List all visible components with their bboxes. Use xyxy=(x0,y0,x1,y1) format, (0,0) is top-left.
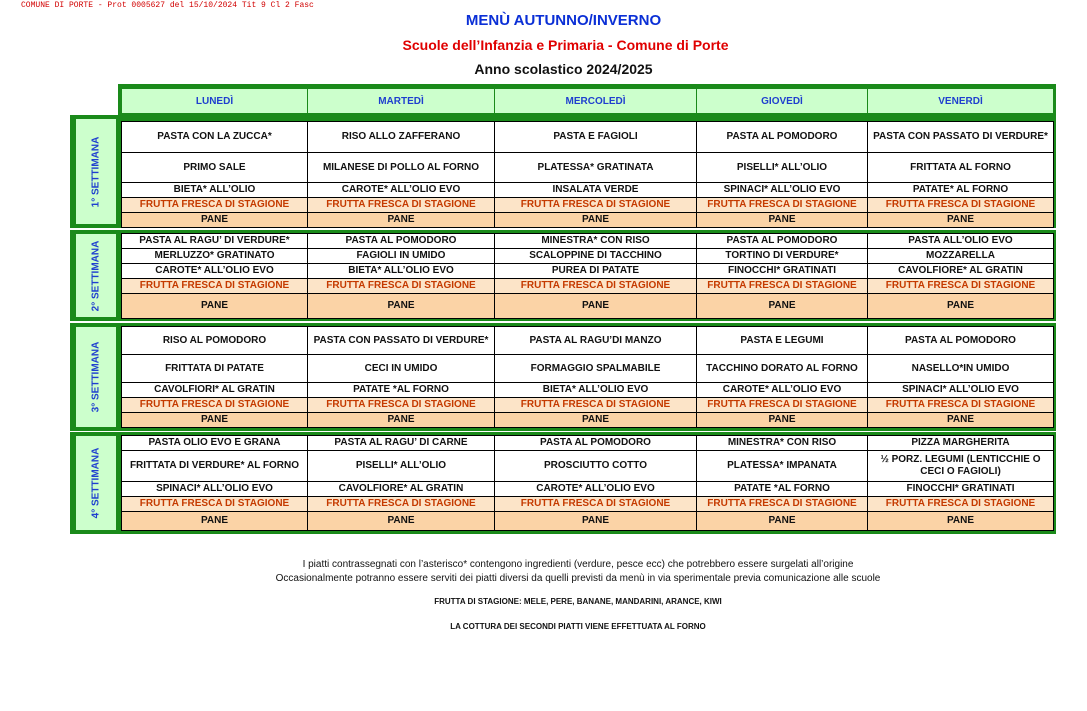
fruit-cell: FRUTTA FRESCA DI STAGIONE xyxy=(122,198,307,212)
dish-cell: PASTA AL POMODORO xyxy=(308,234,494,248)
dish-cell: PATATE *AL FORNO xyxy=(308,383,494,397)
dish-cell: PASTA AL RAGU’DI MANZO xyxy=(495,327,696,354)
bread-cell: PANE xyxy=(122,213,307,227)
fruit-cell: FRUTTA FRESCA DI STAGIONE xyxy=(495,497,696,511)
dish-cell: PROSCIUTTO COTTO xyxy=(495,451,696,481)
dish-cell: ½ PORZ. LEGUMI (LENTICCHIE O CECI O FAGIOLI) xyxy=(868,451,1053,481)
dish-cell: SPINACI* ALL’OLIO EVO xyxy=(122,482,307,496)
bread-cell: PANE xyxy=(122,413,307,427)
dish-cell: PUREA DI PATATE xyxy=(495,264,696,278)
dish-cell: PRIMO SALE xyxy=(122,153,307,182)
bread-cell: PANE xyxy=(308,413,494,427)
dish-cell: PASTA AL RAGU’ DI VERDURE* xyxy=(122,234,307,248)
protocol-stamp: COMUNE DI PORTE - Prot 0005627 del 15/10/2024 Tit 9 Cl 2 Fasc xyxy=(21,1,314,10)
dish-cell: PASTA AL POMODORO xyxy=(697,234,867,248)
fruit-cell: FRUTTA FRESCA DI STAGIONE xyxy=(308,198,494,212)
dish-cell: PASTA AL RAGU’ DI CARNE xyxy=(308,436,494,450)
fruit-cell: FRUTTA FRESCA DI STAGIONE xyxy=(122,279,307,293)
menu-subtitle: Scuole dell’Infanzia e Primaria - Comune di Porte xyxy=(402,37,729,53)
dish-cell: INSALATA VERDE xyxy=(495,183,696,197)
bread-cell: PANE xyxy=(308,294,494,318)
dish-cell: PASTA AL POMODORO xyxy=(868,327,1053,354)
bread-cell: PANE xyxy=(868,512,1053,530)
dish-cell: PASTA OLIO EVO E GRANA xyxy=(122,436,307,450)
dish-cell: PIZZA MARGHERITA xyxy=(868,436,1053,450)
dish-cell: PASTA E LEGUMI xyxy=(697,327,867,354)
bread-cell: PANE xyxy=(697,413,867,427)
dish-cell: SPINACI* ALL’OLIO EVO xyxy=(868,383,1053,397)
dish-cell: CAROTE* ALL’OLIO EVO xyxy=(495,482,696,496)
day-header-1: LUNEDÌ xyxy=(122,89,307,113)
fruit-cell: FRUTTA FRESCA DI STAGIONE xyxy=(697,279,867,293)
dish-cell: PASTA CON PASSATO DI VERDURE* xyxy=(308,327,494,354)
dish-cell: PATATE* AL FORNO xyxy=(868,183,1053,197)
dish-cell: PASTA CON LA ZUCCA* xyxy=(122,122,307,152)
bread-cell: PANE xyxy=(495,294,696,318)
bread-cell: PANE xyxy=(495,413,696,427)
days-header xyxy=(118,84,1056,116)
fruit-cell: FRUTTA FRESCA DI STAGIONE xyxy=(495,279,696,293)
dish-cell: TACCHINO DORATO AL FORNO xyxy=(697,355,867,382)
dish-cell: PASTA E FAGIOLI xyxy=(495,122,696,152)
bread-cell: PANE xyxy=(308,512,494,530)
day-header-5: VENERDÌ xyxy=(868,89,1053,113)
dish-cell: SPINACI* ALL’OLIO EVO xyxy=(697,183,867,197)
bread-cell: PANE xyxy=(122,294,307,318)
dish-cell: CAVOLFIORE* AL GRATIN xyxy=(308,482,494,496)
dish-cell: PISELLI* ALL’OLIO xyxy=(697,153,867,182)
dish-cell: BIETA* ALL’OLIO EVO xyxy=(495,383,696,397)
note-variations: Occasionalmente potranno essere serviti dei piatti diversi da quelli previsti da menù in via sperimentale previa comunicazione alle scuole xyxy=(275,573,881,584)
dish-cell: CECI IN UMIDO xyxy=(308,355,494,382)
bread-cell: PANE xyxy=(308,213,494,227)
dish-cell: FINOCCHI* GRATINATI xyxy=(697,264,867,278)
bread-cell: PANE xyxy=(868,413,1053,427)
dish-cell: FORMAGGIO SPALMABILE xyxy=(495,355,696,382)
day-header-3: MERCOLEDÌ xyxy=(495,89,696,113)
fruit-cell: FRUTTA FRESCA DI STAGIONE xyxy=(308,279,494,293)
bread-cell: PANE xyxy=(122,512,307,530)
week-label: 4° SETTIMANA xyxy=(90,447,102,519)
dish-cell: TORTINO DI VERDURE* xyxy=(697,249,867,263)
dish-cell: FAGIOLI IN UMIDO xyxy=(308,249,494,263)
week-label: 1° SETTIMANA xyxy=(90,136,102,207)
dish-cell: FRITTATA DI VERDURE* AL FORNO xyxy=(122,451,307,481)
note-asterisk: I piatti contrassegnati con l’asterisco* contengono ingredienti (verdure, pesce ecc) che potrebbero essere surgelati all’origine xyxy=(302,559,854,570)
dish-cell: PLATESSA* IMPANATA xyxy=(697,451,867,481)
dish-cell: PASTA CON PASSATO DI VERDURE* xyxy=(868,122,1053,152)
week-label-box xyxy=(76,234,116,317)
note-seasonal-fruit: FRUTTA DI STAGIONE: MELE, PERE, BANANE, MANDARINI, ARANCE, KIWI xyxy=(434,597,722,606)
bread-cell: PANE xyxy=(697,512,867,530)
fruit-cell: FRUTTA FRESCA DI STAGIONE xyxy=(495,398,696,412)
week-label-box xyxy=(76,119,116,224)
dish-cell: CAVOLFIORE* AL GRATIN xyxy=(868,264,1053,278)
note-cooking: LA COTTURA DEI SECONDI PIATTI VIENE EFFETTUATA AL FORNO xyxy=(450,622,706,631)
week-label-box xyxy=(76,327,116,427)
dish-cell: PASTA AL POMODORO xyxy=(495,436,696,450)
menu-title: MENÙ AUTUNNO/INVERNO xyxy=(465,12,662,29)
dish-cell: BIETA* ALL’OLIO EVO xyxy=(308,264,494,278)
dish-cell: CAROTE* ALL’OLIO EVO xyxy=(122,264,307,278)
fruit-cell: FRUTTA FRESCA DI STAGIONE xyxy=(697,398,867,412)
dish-cell: NASELLO*IN UMIDO xyxy=(868,355,1053,382)
fruit-cell: FRUTTA FRESCA DI STAGIONE xyxy=(868,398,1053,412)
day-header-2: MARTEDÌ xyxy=(308,89,494,113)
dish-cell: FRITTATA DI PATATE xyxy=(122,355,307,382)
bread-cell: PANE xyxy=(697,213,867,227)
dish-cell: SCALOPPINE DI TACCHINO xyxy=(495,249,696,263)
fruit-cell: FRUTTA FRESCA DI STAGIONE xyxy=(697,497,867,511)
dish-cell: MINESTRA* CON RISO xyxy=(495,234,696,248)
dish-cell: CAROTE* ALL’OLIO EVO xyxy=(697,383,867,397)
bread-cell: PANE xyxy=(868,294,1053,318)
week-label: 2° SETTIMANA xyxy=(90,240,102,311)
fruit-cell: FRUTTA FRESCA DI STAGIONE xyxy=(308,398,494,412)
fruit-cell: FRUTTA FRESCA DI STAGIONE xyxy=(868,497,1053,511)
dish-cell: PASTA AL POMODORO xyxy=(697,122,867,152)
fruit-cell: FRUTTA FRESCA DI STAGIONE xyxy=(122,398,307,412)
fruit-cell: FRUTTA FRESCA DI STAGIONE xyxy=(868,279,1053,293)
dish-cell: FRITTATA AL FORNO xyxy=(868,153,1053,182)
dish-cell: BIETA* ALL’OLIO xyxy=(122,183,307,197)
bread-cell: PANE xyxy=(495,512,696,530)
fruit-cell: FRUTTA FRESCA DI STAGIONE xyxy=(308,497,494,511)
dish-cell: FINOCCHI* GRATINATI xyxy=(868,482,1053,496)
fruit-cell: FRUTTA FRESCA DI STAGIONE xyxy=(697,198,867,212)
dish-cell: PLATESSA* GRATINATA xyxy=(495,153,696,182)
dish-cell: PISELLI* ALL’OLIO xyxy=(308,451,494,481)
fruit-cell: FRUTTA FRESCA DI STAGIONE xyxy=(495,198,696,212)
bread-cell: PANE xyxy=(495,213,696,227)
dish-cell: CAVOLFIORI* AL GRATIN xyxy=(122,383,307,397)
dish-cell: CAROTE* ALL’OLIO EVO xyxy=(308,183,494,197)
fruit-cell: FRUTTA FRESCA DI STAGIONE xyxy=(868,198,1053,212)
dish-cell: PATATE *AL FORNO xyxy=(697,482,867,496)
week-label: 3° SETTIMANA xyxy=(90,341,102,413)
fruit-cell: FRUTTA FRESCA DI STAGIONE xyxy=(122,497,307,511)
day-header-4: GIOVEDÌ xyxy=(697,89,867,113)
dish-cell: PASTA ALL’OLIO EVO xyxy=(868,234,1053,248)
dish-cell: RISO AL POMODORO xyxy=(122,327,307,354)
school-year: Anno scolastico 2024/2025 xyxy=(474,61,653,77)
dish-cell: MILANESE DI POLLO AL FORNO xyxy=(308,153,494,182)
bread-cell: PANE xyxy=(868,213,1053,227)
dish-cell: MOZZARELLA xyxy=(868,249,1053,263)
bread-cell: PANE xyxy=(697,294,867,318)
dish-cell: RISO ALLO ZAFFERANO xyxy=(308,122,494,152)
dish-cell: MINESTRA* CON RISO xyxy=(697,436,867,450)
dish-cell: MERLUZZO* GRATINATO xyxy=(122,249,307,263)
week-label-box xyxy=(76,436,116,530)
